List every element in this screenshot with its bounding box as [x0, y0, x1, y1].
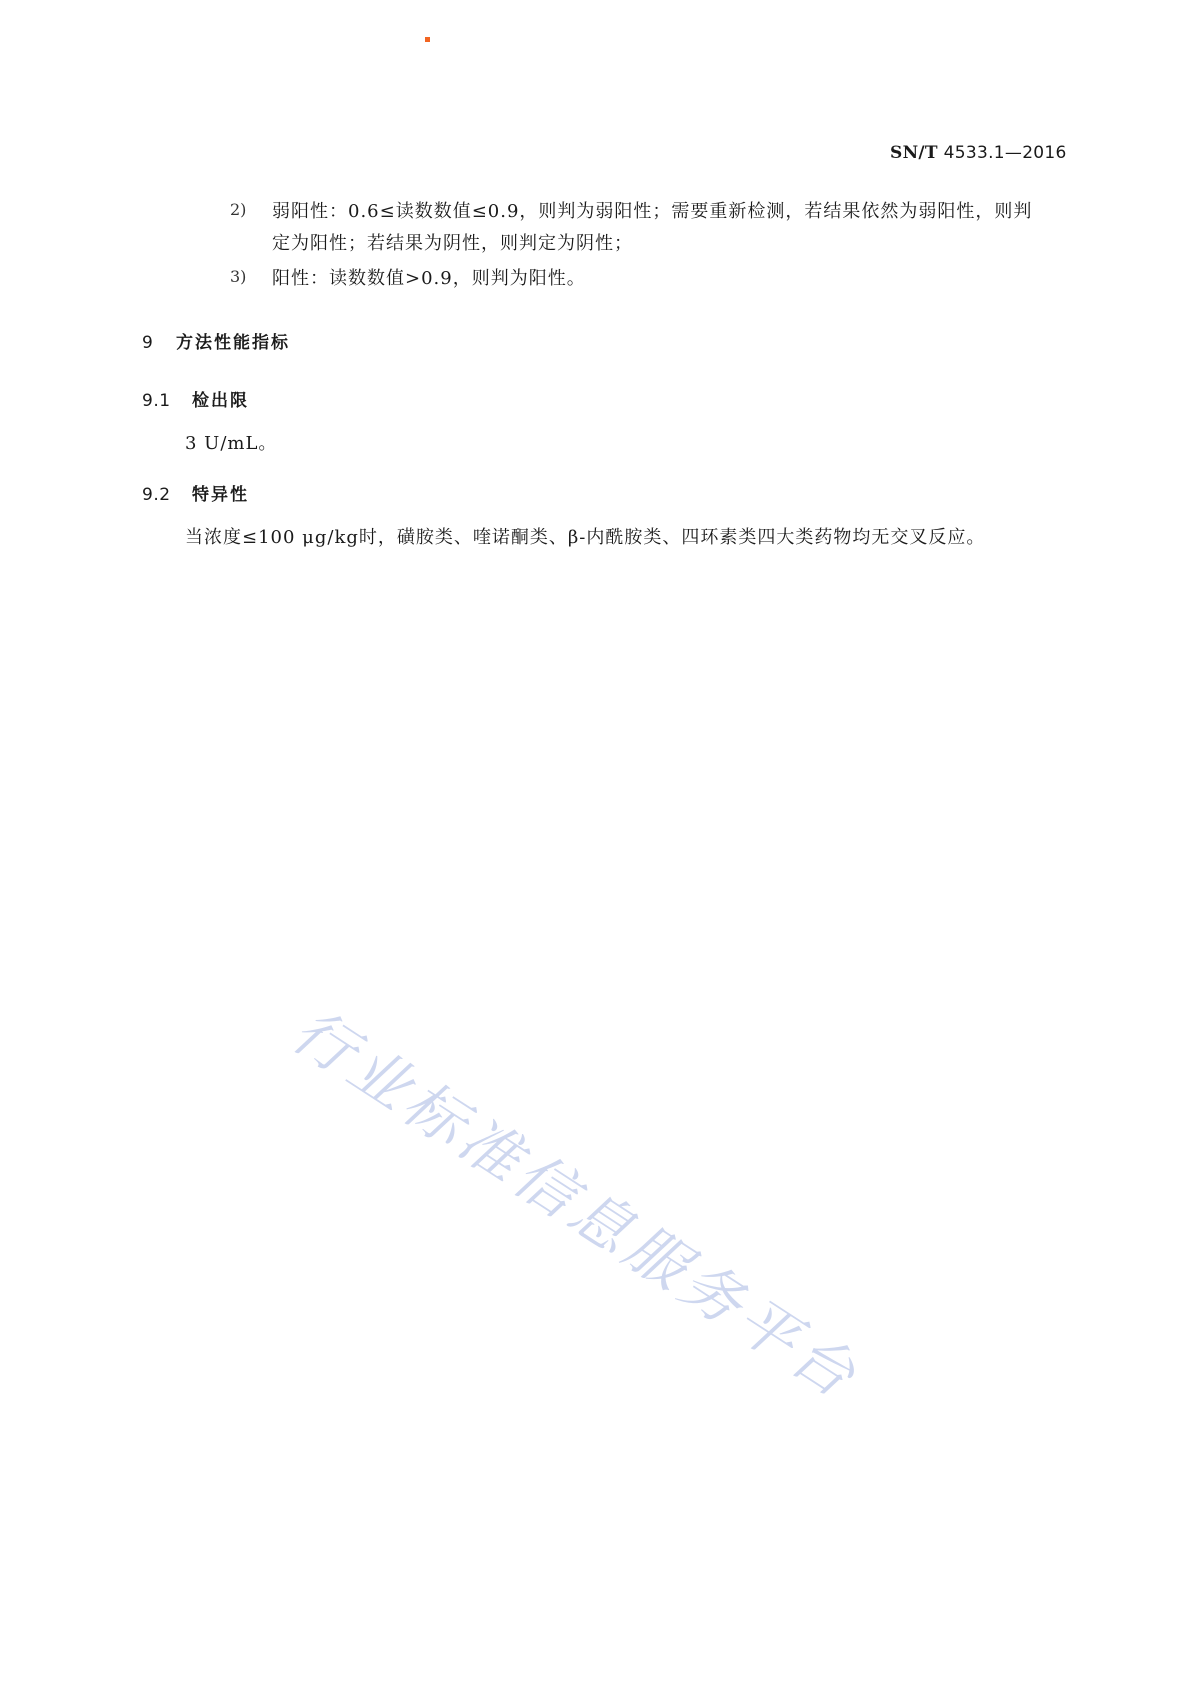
list-item-line: 阳性：读数数值>0.9，则判为阳性。 — [272, 268, 586, 289]
paragraph: 当浓度≤100 μg/kg时，磺胺类、喹诺酮类、β-内酰胺类、四环素类四大类药物均无交叉反应。 — [185, 527, 986, 548]
subsection-heading — [142, 480, 249, 505]
paragraph: 3 U/mL。 — [185, 433, 278, 454]
subsection-number: 9.1 — [142, 391, 171, 411]
subsection-heading — [142, 386, 249, 411]
list-item-number: 3) — [230, 267, 247, 286]
list-item-number: 2) — [230, 200, 247, 219]
section-heading — [142, 328, 290, 353]
standard-number: 4533.1—2016 — [943, 143, 1067, 163]
list-item-line: 弱阳性：0.6≤读数数值≤0.9，则判为弱阳性；需要重新检测，若结果依然为弱阳性，则判 — [272, 201, 1033, 222]
subsection-title: 检出限 — [192, 391, 249, 411]
subsection-number: 9.2 — [142, 485, 171, 505]
watermark: 行业标准信息服务平台 — [279, 995, 872, 1415]
standard-prefix: SN/T — [890, 143, 938, 163]
standard-code — [890, 143, 1067, 163]
subsection-title: 特异性 — [192, 485, 249, 505]
page-marker — [425, 37, 430, 42]
section-title: 方法性能指标 — [176, 333, 290, 353]
section-number: 9 — [142, 333, 154, 353]
list-item-line: 定为阳性；若结果为阴性，则判定为阴性； — [272, 233, 633, 254]
